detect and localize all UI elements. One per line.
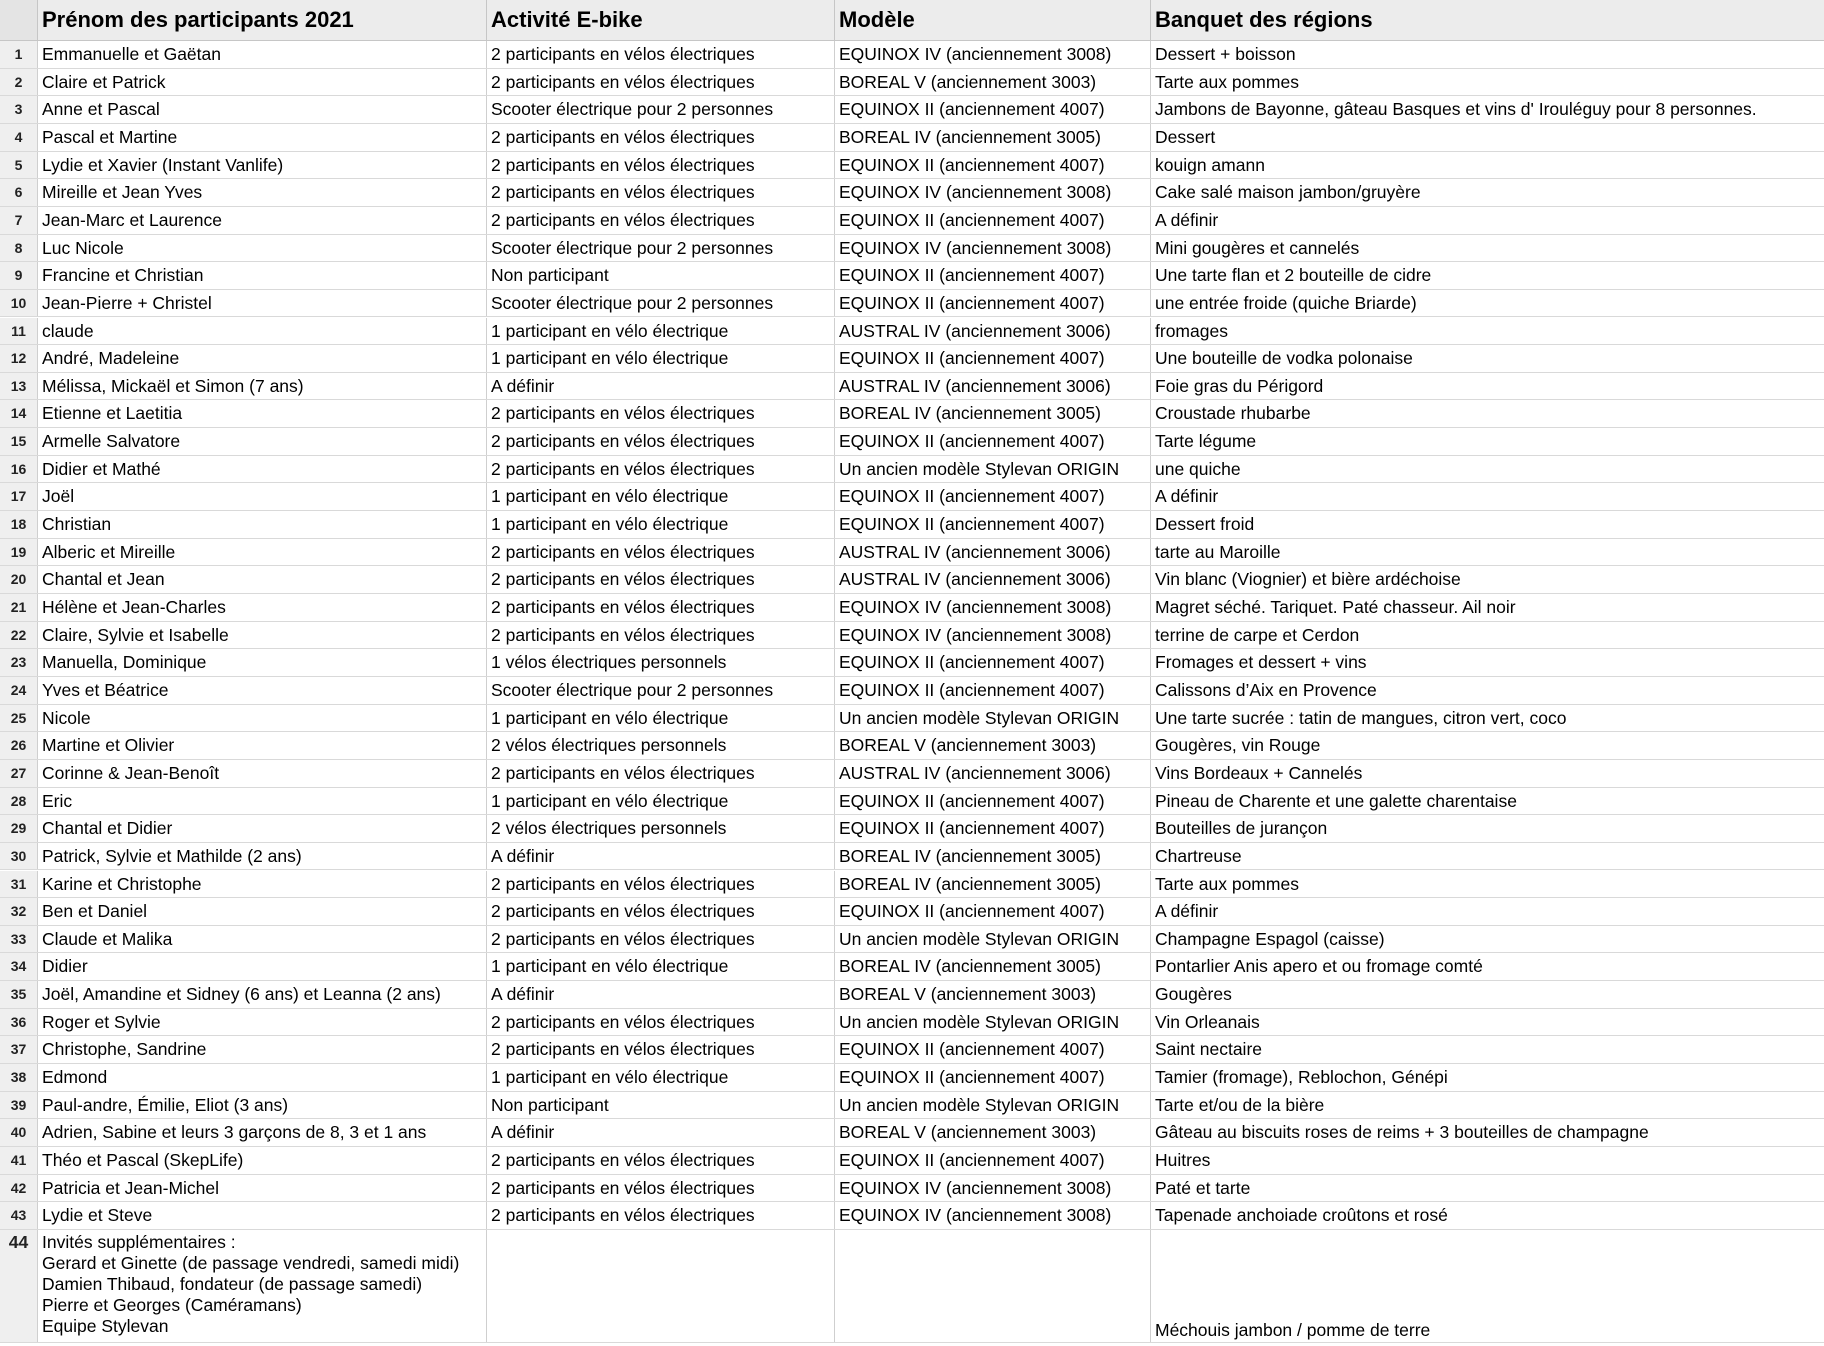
cell-banquet[interactable]: Chartreuse <box>1155 845 1242 866</box>
cell-model[interactable]: Un ancien modèle Stylevan ORIGIN <box>835 1092 1151 1119</box>
cell-participants[interactable]: Eric <box>38 788 487 815</box>
cell-activity[interactable]: 1 participant en vélo électrique <box>487 345 835 372</box>
cell-participants[interactable]: Roger et Sylvie <box>38 1009 487 1036</box>
cell-participants[interactable]: Edmond <box>38 1064 487 1091</box>
cell-banquet[interactable]: Cake salé maison jambon/gruyère <box>1155 182 1421 203</box>
cell-model[interactable]: AUSTRAL IV (anciennement 3006) <box>835 373 1151 400</box>
cell-model[interactable]: Un ancien modèle Stylevan ORIGIN <box>835 926 1151 953</box>
table-row <box>0 1009 1824 1037</box>
cell-activity[interactable]: 2 participants en vélos électriques <box>487 566 835 593</box>
table-row <box>0 152 1824 180</box>
cell-activity[interactable]: 2 participants en vélos électriques <box>487 1009 835 1036</box>
cell-participants[interactable]: claude <box>38 318 487 345</box>
cell-banquet[interactable]: Gâteau au biscuits roses de reims + 3 bouteilles de champagne <box>1155 1122 1649 1143</box>
table-row <box>0 566 1824 594</box>
cell-participants[interactable]: Théo et Pascal (SkepLife) <box>38 1147 487 1174</box>
cell-activity[interactable]: 2 participants en vélos électriques <box>487 926 835 953</box>
cell-activity[interactable]: 2 participants en vélos électriques <box>487 1202 835 1229</box>
cell-banquet[interactable]: Champagne Espagol (caisse) <box>1155 928 1385 949</box>
table-row <box>0 622 1824 650</box>
table-row <box>0 290 1824 318</box>
cell-model[interactable]: Un ancien modèle Stylevan ORIGIN <box>835 705 1151 732</box>
cell-activity[interactable]: Non participant <box>487 1092 835 1119</box>
cell-activity[interactable] <box>487 1230 835 1342</box>
row-number[interactable]: 21 <box>0 594 38 621</box>
table-row <box>0 815 1824 843</box>
cell-model[interactable]: EQUINOX II (anciennement 4007) <box>835 152 1151 179</box>
cell-banquet[interactable]: Pineau de Charente et une galette charentaise <box>1155 790 1517 811</box>
cell-banquet[interactable]: Huitres <box>1155 1150 1211 1170</box>
cell-activity[interactable]: 2 participants en vélos électriques <box>487 456 835 483</box>
cell-model[interactable]: BOREAL IV (anciennement 3005) <box>835 124 1151 151</box>
row-number[interactable]: 41 <box>0 1147 38 1174</box>
cell-model[interactable]: EQUINOX II (anciennement 4007) <box>835 96 1151 123</box>
row-number[interactable]: 42 <box>0 1175 38 1202</box>
table-row <box>0 124 1824 152</box>
cell-banquet[interactable]: Gougères, vin Rouge <box>1155 735 1321 756</box>
table-row <box>0 1036 1824 1064</box>
cell-participants[interactable]: Joël, Amandine et Sidney (6 ans) et Leanna (2 ans) <box>38 981 487 1008</box>
cell-banquet[interactable]: Une tarte sucrée : tatin de mangues, citron vert, coco <box>1155 707 1567 728</box>
cell-model[interactable]: AUSTRAL IV (anciennement 3006) <box>835 318 1151 345</box>
cell-model[interactable]: EQUINOX II (anciennement 4007) <box>835 677 1151 704</box>
cell-participants[interactable]: Christophe, Sandrine <box>38 1036 487 1063</box>
cell-banquet[interactable]: Magret séché. Tariquet. Paté chasseur. Ail noir <box>1155 597 1516 617</box>
table-row <box>0 1147 1824 1175</box>
cell-banquet[interactable]: Tapenade anchoiade croûtons et rosé <box>1155 1205 1448 1226</box>
cell-activity[interactable]: 1 participant en vélo électrique <box>487 788 835 815</box>
row-number[interactable]: 18 <box>0 511 38 538</box>
cell-activity[interactable]: A définir <box>487 373 835 400</box>
cell-participants[interactable]: Christian <box>38 511 487 538</box>
cell-banquet[interactable]: Foie gras du Périgord <box>1155 375 1324 396</box>
cell-participants[interactable]: Adrien, Sabine et leurs 3 garçons de 8, 3 et 1 ans <box>38 1119 487 1146</box>
cell-banquet[interactable]: Calissons d’Aix en Provence <box>1155 679 1377 700</box>
cell-banquet[interactable]: Dessert <box>1155 126 1216 147</box>
row-number[interactable]: 16 <box>0 456 38 483</box>
cell-banquet[interactable]: tarte au Maroille <box>1155 541 1281 562</box>
row-number[interactable]: 10 <box>0 290 38 317</box>
cell-participants[interactable]: Hélène et Jean-Charles <box>38 594 487 621</box>
cell-model[interactable]: EQUINOX II (anciennement 4007) <box>835 483 1151 510</box>
cell-activity[interactable]: Non participant <box>487 262 835 289</box>
cell-banquet[interactable]: Croustade rhubarbe <box>1155 403 1311 424</box>
row-number[interactable]: 22 <box>0 622 38 649</box>
row-number[interactable]: 15 <box>0 428 38 455</box>
cell-participants[interactable]: Martine et Olivier <box>38 732 487 759</box>
table-row <box>0 649 1824 677</box>
row-number[interactable]: 12 <box>0 345 38 372</box>
table-row <box>0 428 1824 456</box>
cell-model[interactable]: EQUINOX II (anciennement 4007) <box>835 898 1151 925</box>
cell-model[interactable]: EQUINOX II (anciennement 4007) <box>835 1036 1151 1063</box>
cell-participants[interactable]: Mélissa, Mickaël et Simon (7 ans) <box>38 373 487 400</box>
cell-model[interactable]: EQUINOX II (anciennement 4007) <box>835 815 1151 842</box>
table-row <box>0 41 1824 69</box>
cell-activity[interactable]: 1 participant en vélo électrique <box>487 483 835 510</box>
cell-banquet[interactable]: Jambons de Bayonne, gâteau Basques et vins d' Irouléguy pour 8 personnes. <box>1155 99 1757 120</box>
row-number[interactable]: 14 <box>0 400 38 427</box>
table-row <box>0 511 1824 539</box>
row-number[interactable]: 7 <box>0 207 38 234</box>
row-number[interactable]: 34 <box>0 953 38 980</box>
cell-participants[interactable]: Yves et Béatrice <box>38 677 487 704</box>
table-row <box>0 1175 1824 1203</box>
cell-participants[interactable]: André, Madeleine <box>38 345 487 372</box>
table-row <box>0 1064 1824 1092</box>
cell-banquet[interactable]: Dessert + boisson <box>1155 44 1296 64</box>
cell-model[interactable]: BOREAL IV (anciennement 3005) <box>835 843 1151 870</box>
cell-activity[interactable]: 2 participants en vélos électriques <box>487 622 835 649</box>
cell-banquet[interactable]: A définir <box>1155 901 1219 922</box>
cell-activity[interactable]: 1 vélos électriques personnels <box>487 649 835 676</box>
table-row <box>0 96 1824 124</box>
cell-activity[interactable]: 2 participants en vélos électriques <box>487 539 835 566</box>
row-number[interactable]: 6 <box>0 179 38 206</box>
table-row <box>0 677 1824 705</box>
row-number[interactable]: 30 <box>0 843 38 870</box>
row-number[interactable]: 35 <box>0 981 38 1008</box>
row-number[interactable]: 38 <box>0 1064 38 1091</box>
cell-participants[interactable]: Lydie et Steve <box>38 1202 487 1229</box>
header-row <box>0 0 1824 41</box>
cell-model[interactable]: BOREAL V (anciennement 3003) <box>835 69 1151 96</box>
cell-banquet[interactable]: Bouteilles de jurançon <box>1155 818 1328 839</box>
header-activity[interactable]: Activité E-bike <box>487 0 835 40</box>
table-row <box>0 898 1824 926</box>
cell-activity[interactable]: Scooter électrique pour 2 personnes <box>487 677 835 704</box>
cell-model[interactable]: EQUINOX II (anciennement 4007) <box>835 345 1151 372</box>
cell-participants[interactable]: Ben et Daniel <box>38 898 487 925</box>
cell-activity[interactable]: 2 participants en vélos électriques <box>487 400 835 427</box>
table-row <box>0 981 1824 1009</box>
cell-activity[interactable]: 2 participants en vélos électriques <box>487 594 835 621</box>
cell-participants[interactable]: Armelle Salvatore <box>38 428 487 455</box>
row-number[interactable]: 32 <box>0 898 38 925</box>
cell-activity[interactable]: 2 participants en vélos électriques <box>487 1175 835 1202</box>
cell-participants[interactable]: Didier <box>38 953 487 980</box>
cell-activity[interactable]: 2 participants en vélos électriques <box>487 1147 835 1174</box>
cell-banquet[interactable]: Tarte aux pommes <box>1155 873 1299 894</box>
cell-model[interactable]: Un ancien modèle Stylevan ORIGIN <box>835 456 1151 483</box>
cell-participants[interactable]: Patricia et Jean-Michel <box>38 1175 487 1202</box>
table-row <box>0 179 1824 207</box>
header-banquet[interactable]: Banquet des régions <box>1151 0 1824 40</box>
cell-model[interactable]: EQUINOX IV (anciennement 3008) <box>835 622 1151 649</box>
cell-banquet-text: Méchouis jambon / pomme de terre <box>1155 1319 1431 1340</box>
cell-model[interactable]: BOREAL IV (anciennement 3005) <box>835 400 1151 427</box>
cell-activity[interactable]: A définir <box>487 981 835 1008</box>
row-number[interactable]: 5 <box>0 152 38 179</box>
row-number[interactable]: 25 <box>0 705 38 732</box>
row-number[interactable]: 23 <box>0 649 38 676</box>
row-number[interactable]: 9 <box>0 262 38 289</box>
cell-activity[interactable]: A définir <box>487 843 835 870</box>
cell-participants[interactable]: Claire et Patrick <box>38 69 487 96</box>
cell-model[interactable]: BOREAL V (anciennement 3003) <box>835 732 1151 759</box>
cell-banquet[interactable]: Pontarlier Anis apero et ou fromage comté <box>1155 956 1483 977</box>
cell-model[interactable]: BOREAL IV (anciennement 3005) <box>835 953 1151 980</box>
cell-participants[interactable]: Chantal et Didier <box>38 815 487 842</box>
row-number[interactable]: 36 <box>0 1009 38 1036</box>
cell-activity[interactable]: 2 participants en vélos électriques <box>487 207 835 234</box>
row-number[interactable]: 40 <box>0 1119 38 1146</box>
cell-banquet[interactable]: Tamier (fromage), Reblochon, Génépi <box>1155 1067 1448 1088</box>
row-number[interactable]: 4 <box>0 124 38 151</box>
row-number[interactable]: 33 <box>0 926 38 953</box>
cell-banquet[interactable]: A définir <box>1155 486 1219 507</box>
header-model[interactable]: Modèle <box>835 0 1151 40</box>
row-number[interactable]: 20 <box>0 566 38 593</box>
cell-participants[interactable]: Jean-Pierre + Christel <box>38 290 487 317</box>
table-row <box>0 1230 1824 1343</box>
cell-model[interactable]: EQUINOX II (anciennement 4007) <box>835 649 1151 676</box>
cell-banquet[interactable]: une quiche <box>1155 458 1241 479</box>
cell-model[interactable]: BOREAL V (anciennement 3003) <box>835 981 1151 1008</box>
row-number[interactable]: 29 <box>0 815 38 842</box>
cell-participants[interactable]: Lydie et Xavier (Instant Vanlife) <box>38 152 487 179</box>
cell-banquet[interactable]: Une tarte flan et 2 bouteille de cidre <box>1155 265 1432 286</box>
table-row <box>0 262 1824 290</box>
header-participants[interactable]: Prénom des participants 2021 <box>38 0 487 40</box>
row-number[interactable]: 17 <box>0 483 38 510</box>
cell-activity[interactable]: 2 participants en vélos électriques <box>487 760 835 787</box>
cell-banquet[interactable]: kouign amann <box>1155 154 1265 175</box>
cell-model[interactable]: BOREAL V (anciennement 3003) <box>835 1119 1151 1146</box>
cell-participants[interactable]: Didier et Mathé <box>38 456 487 483</box>
cell-model[interactable]: EQUINOX IV (anciennement 3008) <box>835 235 1151 262</box>
cell-banquet[interactable]: Mini gougères et cannelés <box>1155 237 1360 258</box>
cell-model[interactable]: EQUINOX IV (anciennement 3008) <box>835 1175 1151 1202</box>
row-number[interactable]: 26 <box>0 732 38 759</box>
cell-participants[interactable]: Emmanuelle et Gaëtan <box>38 41 487 68</box>
cell-participants[interactable]: Francine et Christian <box>38 262 487 289</box>
cell-activity[interactable]: 2 vélos électriques personnels <box>487 732 835 759</box>
table-row <box>0 788 1824 816</box>
cell-activity[interactable]: 2 vélos électriques personnels <box>487 815 835 842</box>
cell-banquet[interactable]: Vin Orleanais <box>1155 1011 1260 1032</box>
table-row <box>0 1119 1824 1147</box>
cell-activity[interactable]: 2 participants en vélos électriques <box>487 179 835 206</box>
table-row <box>0 483 1824 511</box>
row-number[interactable]: 1 <box>0 41 38 68</box>
row-number[interactable]: 19 <box>0 539 38 566</box>
table-row <box>0 400 1824 428</box>
cell-activity[interactable]: 2 participants en vélos électriques <box>487 69 835 96</box>
cell-banquet[interactable]: Vin blanc (Viognier) et bière ardéchoise <box>1155 569 1461 590</box>
cell-banquet[interactable]: Vins Bordeaux + Cannelés <box>1155 762 1363 783</box>
cell-banquet[interactable]: une entrée froide (quiche Briarde) <box>1155 292 1417 313</box>
cell-banquet[interactable]: Paté et tarte <box>1155 1177 1251 1198</box>
table-row <box>0 539 1824 567</box>
cell-model[interactable] <box>835 1230 1151 1342</box>
table-row <box>0 1202 1824 1230</box>
cell-participants[interactable]: Chantal et Jean <box>38 566 487 593</box>
cell-participants[interactable]: Etienne et Laetitia <box>38 400 487 427</box>
table-row <box>0 871 1824 899</box>
cell-model[interactable]: EQUINOX II (anciennement 4007) <box>835 511 1151 538</box>
cell-model[interactable]: EQUINOX II (anciennement 4007) <box>835 788 1151 815</box>
row-number[interactable]: 37 <box>0 1036 38 1063</box>
table-row <box>0 235 1824 263</box>
cell-model[interactable]: AUSTRAL IV (anciennement 3006) <box>835 760 1151 787</box>
cell-banquet[interactable]: fromages <box>1155 320 1228 341</box>
table-row <box>0 843 1824 871</box>
cell-participants[interactable]: Patrick, Sylvie et Mathilde (2 ans) <box>38 843 487 870</box>
cell-model[interactable]: EQUINOX II (anciennement 4007) <box>835 428 1151 455</box>
cell-model[interactable]: EQUINOX II (anciennement 4007) <box>835 1064 1151 1091</box>
cell-activity[interactable]: 2 participants en vélos électriques <box>487 41 835 68</box>
cell-activity[interactable]: 2 participants en vélos électriques <box>487 1036 835 1063</box>
cell-banquet[interactable]: Fromages et dessert + vins <box>1155 652 1367 673</box>
cell-banquet[interactable]: Tarte aux pommes <box>1155 71 1299 92</box>
cell-model[interactable]: EQUINOX II (anciennement 4007) <box>835 262 1151 289</box>
cell-activity[interactable]: 1 participant en vélo électrique <box>487 705 835 732</box>
row-number[interactable]: 8 <box>0 235 38 262</box>
cell-model[interactable]: EQUINOX IV (anciennement 3008) <box>835 1202 1151 1229</box>
row-number[interactable]: 27 <box>0 760 38 787</box>
table-row <box>0 456 1824 484</box>
cell-banquet[interactable]: terrine de carpe et Cerdon <box>1155 624 1360 645</box>
cell-model[interactable]: EQUINOX IV (anciennement 3008) <box>835 594 1151 621</box>
cell-activity[interactable]: 1 participant en vélo électrique <box>487 953 835 980</box>
cell-model[interactable]: BOREAL IV (anciennement 3005) <box>835 871 1151 898</box>
cell-activity[interactable]: Scooter électrique pour 2 personnes <box>487 290 835 317</box>
cell-participants[interactable]: Pascal et Martine <box>38 124 487 151</box>
cell-activity[interactable]: 2 participants en vélos électriques <box>487 124 835 151</box>
cell-participants[interactable]: Mireille et Jean Yves <box>38 179 487 206</box>
cell-model[interactable]: Un ancien modèle Stylevan ORIGIN <box>835 1009 1151 1036</box>
cell-activity[interactable]: 1 participant en vélo électrique <box>487 1064 835 1091</box>
cell-banquet[interactable]: Dessert froid <box>1155 514 1255 535</box>
row-number[interactable]: 3 <box>0 96 38 123</box>
header-row-number-corner[interactable] <box>0 0 38 40</box>
cell-participants[interactable]: Invités supplémentaires : Gerard et Ginette (de passage vendredi, samedi midi) Damien Thibaud, fondateur (de passage samedi) Pierre et Georges (Caméramans) Equipe Stylevan <box>38 1230 487 1342</box>
cell-banquet[interactable]: Gougères <box>1155 984 1232 1005</box>
cell-participants[interactable]: Paul-andre, Émilie, Eliot (3 ans) <box>38 1092 487 1119</box>
cell-participants[interactable]: Claude et Malika <box>38 926 487 953</box>
cell-model[interactable]: AUSTRAL IV (anciennement 3006) <box>835 539 1151 566</box>
row-number[interactable]: 24 <box>0 677 38 704</box>
cell-model[interactable]: EQUINOX II (anciennement 4007) <box>835 207 1151 234</box>
table-row <box>0 207 1824 235</box>
row-number[interactable]: 11 <box>0 318 38 345</box>
cell-model[interactable]: AUSTRAL IV (anciennement 3006) <box>835 566 1151 593</box>
cell-activity[interactable]: 1 participant en vélo électrique <box>487 318 835 345</box>
cell-activity[interactable]: 2 participants en vélos électriques <box>487 871 835 898</box>
cell-participants[interactable]: Corinne & Jean-Benoît <box>38 760 487 787</box>
cell-activity[interactable]: 1 participant en vélo électrique <box>487 511 835 538</box>
table-row <box>0 373 1824 401</box>
cell-participants[interactable]: Alberic et Mireille <box>38 539 487 566</box>
cell-banquet[interactable]: Tarte et/ou de la bière <box>1155 1094 1325 1115</box>
table-row <box>0 953 1824 981</box>
row-number[interactable]: 13 <box>0 373 38 400</box>
row-number[interactable]: 43 <box>0 1202 38 1229</box>
cell-activity[interactable]: A définir <box>487 1119 835 1146</box>
cell-participants[interactable]: Karine et Christophe <box>38 871 487 898</box>
table-row <box>0 345 1824 373</box>
table-row <box>0 732 1824 760</box>
cell-banquet[interactable]: A définir <box>1155 209 1219 230</box>
cell-model[interactable]: EQUINOX II (anciennement 4007) <box>835 1147 1151 1174</box>
cell-participants[interactable]: Manuella, Dominique <box>38 649 487 676</box>
cell-banquet[interactable]: Tarte légume <box>1155 431 1257 452</box>
cell-participants[interactable]: Claire, Sylvie et Isabelle <box>38 622 487 649</box>
row-number[interactable]: 39 <box>0 1092 38 1119</box>
table-row <box>0 594 1824 622</box>
table-row <box>0 318 1824 346</box>
cell-activity[interactable]: 2 participants en vélos électriques <box>487 152 835 179</box>
cell-model[interactable]: EQUINOX II (anciennement 4007) <box>835 290 1151 317</box>
table-row <box>0 1092 1824 1120</box>
cell-model[interactable]: EQUINOX IV (anciennement 3008) <box>835 179 1151 206</box>
cell-activity[interactable]: 2 participants en vélos électriques <box>487 898 835 925</box>
cell-activity[interactable]: Scooter électrique pour 2 personnes <box>487 235 835 262</box>
cell-banquet[interactable]: Saint nectaire <box>1155 1039 1263 1060</box>
row-number[interactable]: 31 <box>0 871 38 898</box>
cell-banquet[interactable]: Une bouteille de vodka polonaise <box>1155 348 1413 369</box>
cell-banquet[interactable] <box>1151 1230 1824 1342</box>
cell-activity[interactable]: 2 participants en vélos électriques <box>487 428 835 455</box>
row-number[interactable]: 44 <box>0 1230 38 1342</box>
cell-participants[interactable]: Jean-Marc et Laurence <box>38 207 487 234</box>
cell-activity[interactable]: Scooter électrique pour 2 personnes <box>487 96 835 123</box>
cell-participants[interactable]: Luc Nicole <box>38 235 487 262</box>
table-row <box>0 760 1824 788</box>
table-row <box>0 705 1824 733</box>
cell-model[interactable]: EQUINOX IV (anciennement 3008) <box>835 41 1151 68</box>
table-row <box>0 69 1824 97</box>
row-number[interactable]: 2 <box>0 69 38 96</box>
cell-participants[interactable]: Joël <box>38 483 487 510</box>
cell-participants[interactable]: Nicole <box>38 705 487 732</box>
table-row <box>0 926 1824 954</box>
row-number[interactable]: 28 <box>0 788 38 815</box>
cell-participants[interactable]: Anne et Pascal <box>38 96 487 123</box>
